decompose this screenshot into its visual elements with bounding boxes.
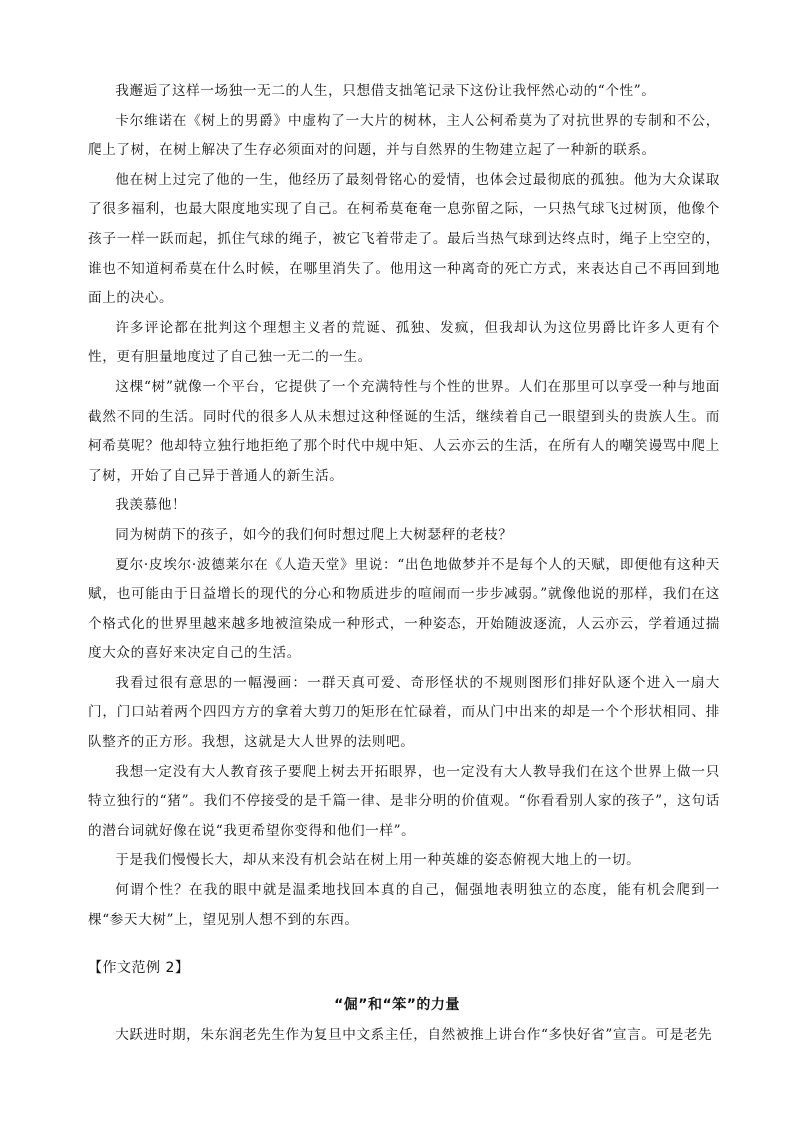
paragraph: 于是我们慢慢长大，却从来没有机会站在树上用一种英雄的姿态俯视大地上的一切。 — [115, 852, 641, 869]
paragraph: 何谓个性？在我的眼中就是温柔地找回本真的自己，倔强地表明独立的态度，能有机会爬到一棵“参天大树”上，望见别人想不到的东西。 — [88, 882, 720, 928]
paragraph: 我羡慕他！ — [115, 497, 187, 514]
essay-2-body — [88, 1021, 720, 1051]
paragraph: 我看过很有意思的一幅漫画：一群天真可爱、奇形怪状的不规则图形们排好队逐个进入一扇大门，门口站着两个四四方方的拿着大剪刀的矩形在忙碌着，而从门中出来的却是一个个形状相同、排队整齐的正方形。我想，这就是大人世界的法则吧。 — [88, 674, 720, 751]
paragraph: 这棵“树”就像一个平台，它提供了一个充满特性与个性的世界。人们在那里可以享受一种与地面截然不同的生活。同时代的很多人从未想过这种怪诞的生活，继续着自己一眼望到头的贵族人生。而柯希莫呢？他却特立独行地拒绝了那个时代中规中矩、人云亦云的生活，在所有人的嘲笑谩骂中爬上了树，开始了自己异于普通人的新生活。 — [88, 378, 720, 484]
essay-body-text — [88, 77, 720, 935]
paragraph: 我邂逅了这样一场独一无二的人生，只想借支拙笔记录下这份让我怦然心动的“个性”。 — [115, 83, 656, 99]
paragraph: 他在树上过完了他的一生，他经历了最刻骨铭心的爱情，也体会过最彻底的孤独。他为大众谋取了很多福利，也最大限度地实现了自己。在柯希莫奄奄一息弥留之际，一只热气球飞过树顶，他像个孩子一样一跃而起，抓住气球的绳子，被它飞着带走了。最后当热气球到达终点时，绳子上空空的，谁也不知道柯希莫在什么时候，在哪里消失了。他用这一种离奇的死亡方式，来表达自己不再回到地面上的决心。 — [88, 171, 720, 307]
essay-title: “倔”和“笨”的力量 — [334, 997, 460, 1013]
paragraph: 我想一定没有大人教育孩子要爬上树去开拓眼界，也一定没有大人教导我们在这个世界上做一只特立独行的“猪”。我们不停接受的是千篇一律、是非分明的价值观。“你看看别人家的孩子”，这句话的潜台词就好像在说“我更希望你变得和他们一样”。 — [88, 763, 720, 839]
paragraph: 同为树荫下的孩子，如今的我们何时想过爬上大树瑟秤的老枝？ — [115, 526, 513, 543]
paragraph: 大跃进时期，朱东润老先生作为复旦中文系主任，自然被推上讲台作“多快好省”宣言。可是老先 — [115, 1027, 713, 1043]
paragraph: 许多评论都在批判这个理想主义者的荒诞、孤独、发疯，但我却认为这位男爵比许多人更有个性，更有胆量地度过了自己独一无二的一生。 — [88, 319, 720, 366]
paragraph: 夏尔·皮埃尔·波德莱尔在《人造天堂》里说：“出色地做梦并不是每个人的天赋，即便他有这种天赋，也可能由于日益增长的现代的分心和物质进步的喧闹而一步步减弱。”就像他说的那样，我们在这个格式化的世界里越来越多地被渲染成一种形式，一种姿态，开始随波逐流，人云亦云，学着通过揣度大众的喜好来决定自己的生活。 — [88, 556, 720, 662]
section-label: 【作文范例 2】 — [88, 960, 190, 976]
paragraph: 卡尔维诺在《树上的男爵》中虚构了一大片的树林，主人公柯希莫为了对抗世界的专制和不公，爬上了树，在树上解决了生存必须面对的问题，并与自然界的生物建立起了一种新的联系。 — [88, 112, 720, 159]
